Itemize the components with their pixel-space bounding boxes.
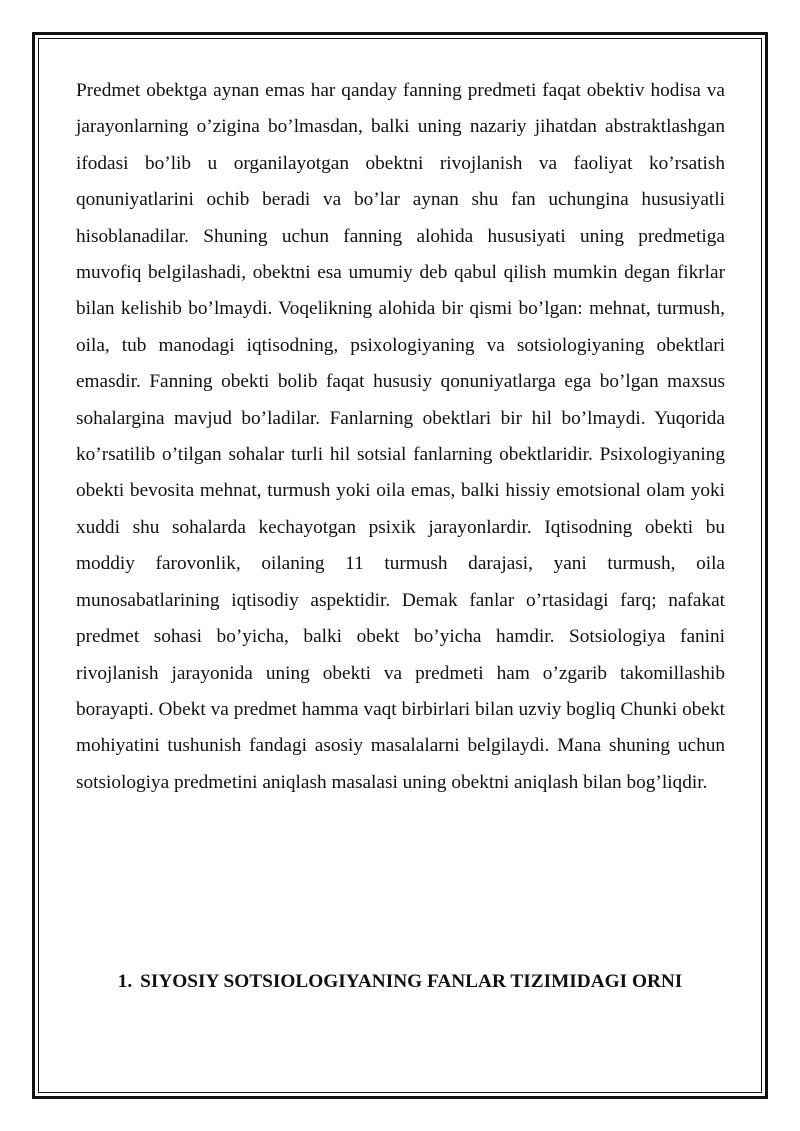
document-body [76, 73, 725, 801]
section-heading-text: SIYOSIY SOTSIOLOGIYANING FANLAR TIZIMIDAGI ORNI [140, 971, 683, 992]
section-heading [100, 963, 700, 1000]
section-heading-number: 1. [117, 971, 133, 992]
body-paragraph: Predmet obektga aynan emas har qanday fanning predmeti faqat obektiv hodisa va jarayonlarning o’zigina bo’lmasdan, balki uning nazariy jihatdan abstraktlashgan ifodasi bo’lib u organilayotgan obektni rivojlanish va faoliyat ko’rsatish qonuniyatlarini ochib beradi va bo’lar aynan shu fan uchungina hususiyatli hisoblanadilar. Shuning uchun fanning alohida hususiyati uning predmetiga muvofiq belgilashadi, obektni esa umumiy deb qabul qilish mumkin degan fikrlar bilan kelishib bo’lmaydi. Voqelikning alohida bir qismi bo’lgan: mehnat, turmush, oila, tub manodagi iqtisodning, psixologiyaning va sotsiologiyaning obektlari emasdir. Fanning obekti bolib faqat hususiy qonuniyatlarga ega bo’lgan maxsus sohalargina mavjud bo’ladilar. Fanlarning obektlari bir hil bo’lmaydi. Yuqorida ko’rsatilib o’tilgan sohalar turli hil sotsial fanlarning obektlaridir. Psixologiyaning obekti bevosita mehnat, turmush yoki oila emas, balki hissiy emotsional olam yoki xuddi shu sohalarda kechayotgan psixik jarayonlardir. Iqtisodning obekti bu moddiy farovonlik, oilaning 11 turmush darajasi, yani turmush, oila munosabatlarining iqtisodiy aspektidir. Demak fanlar o’rtasidagi farq; nafakat predmet sohasi bo’yicha, balki obekt bo’yicha hamdir. Sotsiologiya fanini rivojlanish jarayonida uning obekti va predmeti ham o’zgarib takomillashib borayapti. Obekt va predmet hamma vaqt birbirlari bilan uzviy bogliq Chunki obekt mohiyatini tushunish fandagi asosiy masalalarni belgilaydi. Mana shuning uchun sotsiologiya predmetini aniqlash masalasi uning obektni aniqlash bilan bog’liqdir. [76, 80, 725, 793]
